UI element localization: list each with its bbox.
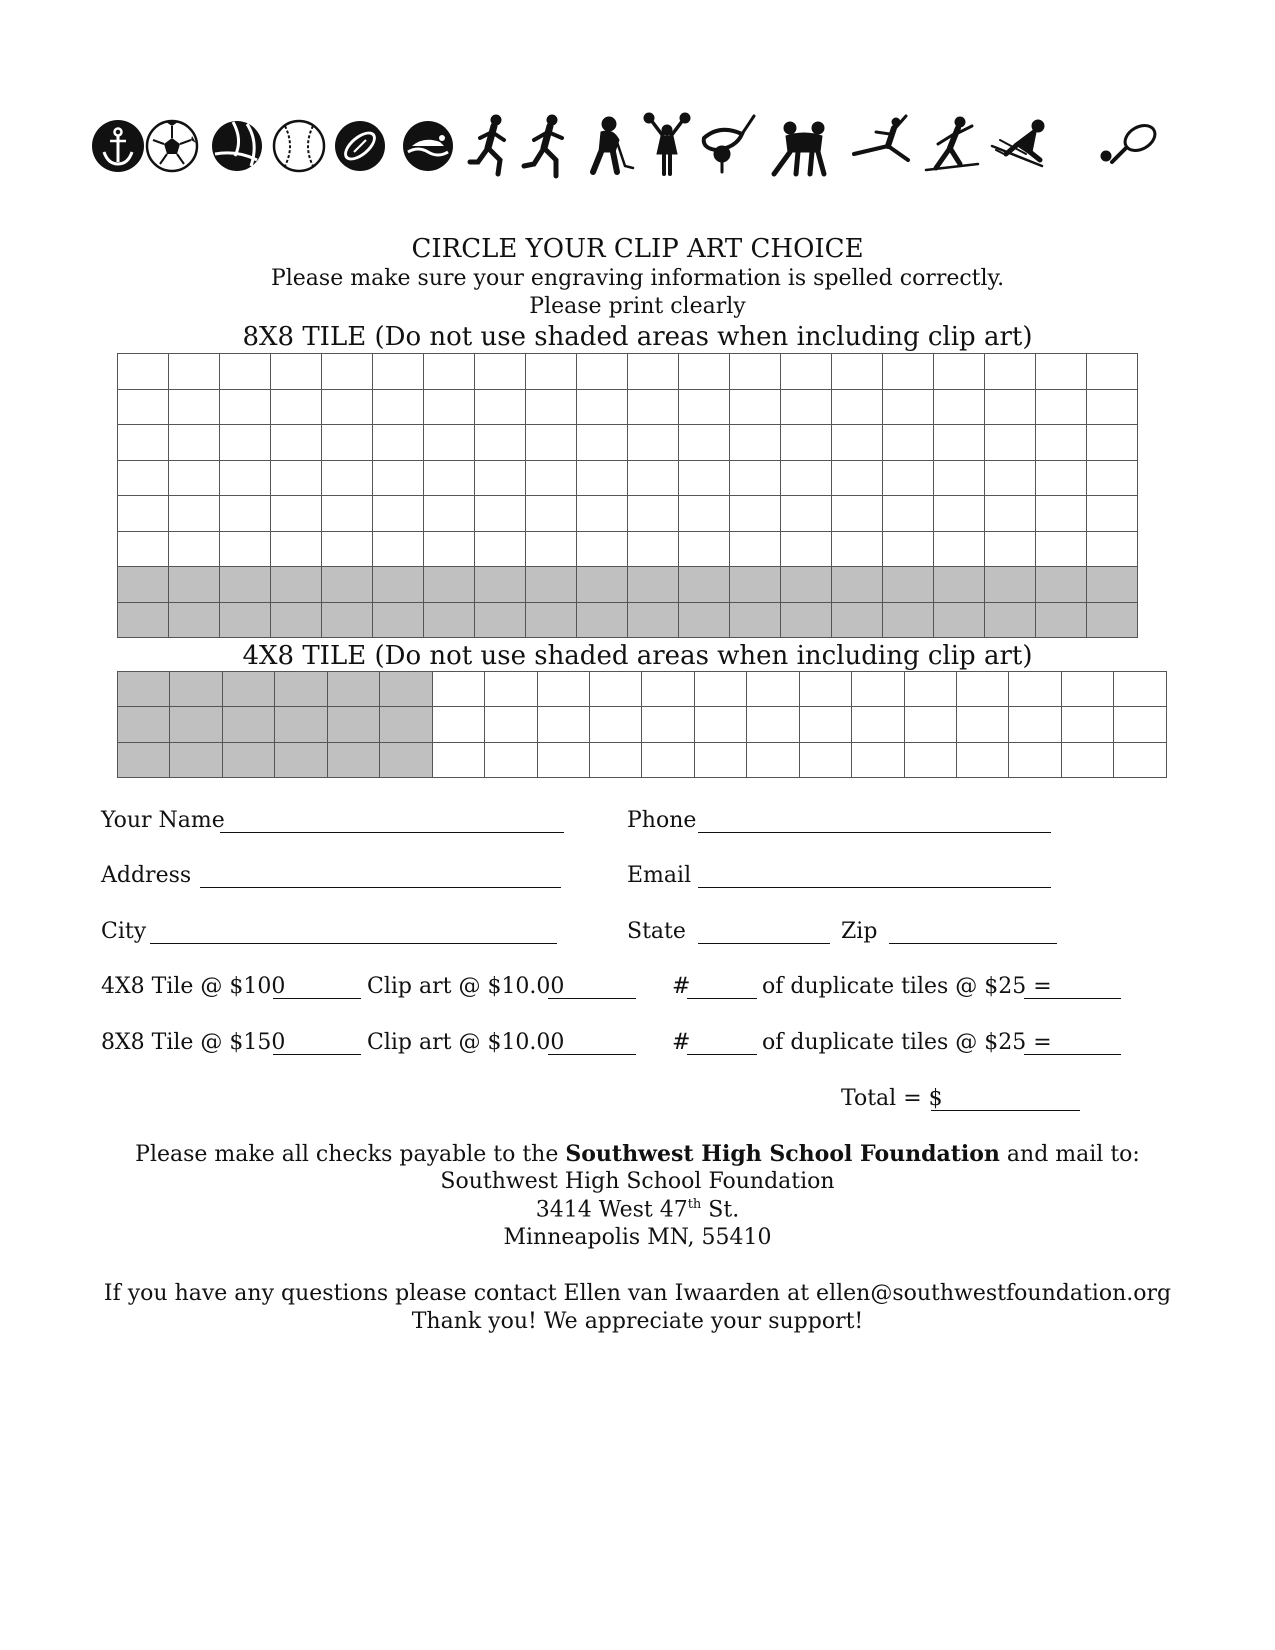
grid-cell[interactable] [275, 742, 327, 777]
grid-cell[interactable] [747, 742, 799, 777]
instruction-print: Please print clearly [529, 294, 746, 319]
grid-cell[interactable] [985, 460, 1036, 496]
grid-cell[interactable] [934, 531, 985, 567]
grid-cell[interactable] [170, 742, 222, 777]
instruction-spelling: Please make sure your engraving information is spelled correctly. [270, 266, 1005, 291]
grid-cell[interactable] [883, 496, 934, 532]
grid-cell[interactable] [432, 742, 484, 777]
grid-cell[interactable] [170, 672, 222, 707]
grid-cell[interactable] [1087, 389, 1138, 425]
grid-cell[interactable] [485, 742, 537, 777]
grid-cell[interactable] [781, 602, 832, 638]
grid-cell[interactable] [589, 672, 641, 707]
address-label: Address [101, 863, 192, 888]
grid-cell[interactable] [118, 707, 170, 742]
grid-cell[interactable] [832, 460, 883, 496]
phone-field[interactable] [698, 832, 1051, 833]
grid-cell[interactable] [1036, 602, 1087, 638]
grid-cell[interactable] [628, 602, 679, 638]
grid-cell[interactable] [275, 672, 327, 707]
grid-cell[interactable] [222, 707, 274, 742]
grid-cell[interactable] [628, 460, 679, 496]
grid-cell[interactable] [373, 496, 424, 532]
street-number: 3414 West 47 [535, 1197, 688, 1223]
grid-cell[interactable] [380, 742, 432, 777]
grid-cell[interactable] [832, 425, 883, 461]
grid-cell[interactable] [118, 602, 169, 638]
runner-female-icon[interactable] [470, 115, 504, 174]
duplicates-label-1: of duplicate tiles @ $25 = [762, 974, 1052, 999]
grid-cell[interactable] [985, 496, 1036, 532]
volleyball-icon[interactable] [212, 121, 262, 171]
street-suffix: St. [701, 1197, 740, 1223]
grid-cell[interactable] [883, 567, 934, 603]
hash-label-1: # [672, 974, 691, 999]
grid-cell[interactable] [577, 460, 628, 496]
grid-cell[interactable] [322, 354, 373, 390]
clipart-price-field-1[interactable] [548, 998, 636, 999]
grid-cell[interactable] [424, 496, 475, 532]
grid-cell[interactable] [679, 354, 730, 390]
grid-cell[interactable] [577, 389, 628, 425]
grid-cell[interactable] [1087, 425, 1138, 461]
tile4-price-label: 4X8 Tile @ $100 [101, 974, 286, 999]
grid-cell[interactable] [526, 425, 577, 461]
grid-cell[interactable] [271, 389, 322, 425]
payment-org: Southwest High School Foundation [565, 1141, 1000, 1167]
grid-cell[interactable] [985, 602, 1036, 638]
hash-label-2: # [672, 1030, 691, 1055]
grid-cell[interactable] [1087, 531, 1138, 567]
grid-cell[interactable] [118, 531, 169, 567]
grid-cell[interactable] [169, 425, 220, 461]
grid-cell[interactable] [1009, 672, 1061, 707]
grid-cell[interactable] [730, 425, 781, 461]
grid-cell[interactable] [730, 354, 781, 390]
city-label: City [101, 919, 147, 944]
grid-cell[interactable] [322, 602, 373, 638]
grid-cell[interactable] [118, 567, 169, 603]
address-field[interactable] [200, 887, 561, 888]
grid-cell[interactable] [170, 707, 222, 742]
grid-cell[interactable] [832, 496, 883, 532]
grid-cell[interactable] [781, 496, 832, 532]
total-label: Total = $ [841, 1086, 943, 1111]
grid-cell[interactable] [852, 707, 904, 742]
grid-cell[interactable] [679, 567, 730, 603]
grid-cell[interactable] [832, 602, 883, 638]
dancer-icon[interactable] [854, 116, 908, 160]
grid-cell[interactable] [730, 531, 781, 567]
grid-row [118, 672, 1167, 707]
tile4-label: 4X8 TILE (Do not use shaded areas when including clip art) [242, 641, 1033, 671]
grid-cell[interactable] [322, 460, 373, 496]
grid-cell[interactable] [220, 389, 271, 425]
baseball-icon[interactable] [274, 121, 324, 171]
grid-cell[interactable] [322, 567, 373, 603]
grid-row [118, 602, 1138, 638]
grid-cell[interactable] [526, 602, 577, 638]
grid-cell[interactable] [475, 460, 526, 496]
grid-cell[interactable] [475, 602, 526, 638]
name-label: Your Name [101, 808, 225, 833]
grid-row [118, 707, 1167, 742]
grid-cell[interactable] [169, 460, 220, 496]
grid-cell[interactable] [222, 742, 274, 777]
payment-instructions [0, 1141, 1275, 1167]
anchor-icon[interactable] [92, 120, 144, 172]
grid-cell[interactable] [222, 672, 274, 707]
grid-cell[interactable] [832, 567, 883, 603]
hockey-player-icon[interactable] [593, 117, 633, 172]
duplicates-total-field-2[interactable] [1024, 1054, 1121, 1055]
grid-cell[interactable] [220, 425, 271, 461]
clipart-price-label-2: Clip art @ $10.00 [367, 1030, 565, 1055]
mail-address-street [0, 1197, 1275, 1222]
grid-row [118, 354, 1138, 390]
duplicates-total-field-1[interactable] [1024, 998, 1121, 999]
grid-cell[interactable] [957, 672, 1009, 707]
grid-cell[interactable] [169, 496, 220, 532]
grid-cell[interactable] [577, 567, 628, 603]
grid-cell[interactable] [327, 742, 379, 777]
grid-cell[interactable] [373, 460, 424, 496]
grid-cell[interactable] [883, 460, 934, 496]
grid-cell[interactable] [799, 707, 851, 742]
grid-cell[interactable] [1061, 672, 1113, 707]
grid-cell[interactable] [957, 707, 1009, 742]
state-label: State [627, 919, 686, 944]
runner-male-icon[interactable] [524, 115, 562, 176]
grid-cell[interactable] [118, 742, 170, 777]
grid-cell[interactable] [730, 389, 781, 425]
grid-cell[interactable] [832, 354, 883, 390]
grid-row [118, 389, 1138, 425]
mail-address-org: Southwest High School Foundation [440, 1169, 835, 1194]
grid-row [118, 425, 1138, 461]
grid-cell[interactable] [934, 567, 985, 603]
grid-cell[interactable] [832, 531, 883, 567]
grid-cell[interactable] [424, 602, 475, 638]
payment-suffix: and mail to: [999, 1142, 1140, 1167]
grid-cell[interactable] [694, 707, 746, 742]
tennis-icon[interactable] [1101, 120, 1159, 162]
thank-you-line: Thank you! We appreciate your support! [411, 1309, 864, 1334]
grid-cell[interactable] [475, 354, 526, 390]
tile8-grid[interactable] [117, 353, 1138, 638]
tile8-label: 8X8 TILE (Do not use shaded areas when including clip art) [242, 322, 1033, 352]
soccer-ball-icon[interactable] [147, 121, 197, 171]
grid-cell[interactable] [781, 531, 832, 567]
grid-cell[interactable] [628, 567, 679, 603]
grid-cell[interactable] [220, 496, 271, 532]
grid-cell[interactable] [526, 389, 577, 425]
clipart-price-field-2[interactable] [548, 1054, 636, 1055]
grid-cell[interactable] [985, 531, 1036, 567]
grid-cell[interactable] [883, 531, 934, 567]
grid-cell[interactable] [642, 672, 694, 707]
grid-cell[interactable] [380, 672, 432, 707]
grid-cell[interactable] [799, 742, 851, 777]
grid-cell[interactable] [628, 389, 679, 425]
grid-cell[interactable] [832, 389, 883, 425]
grid-cell[interactable] [537, 707, 589, 742]
grid-cell[interactable] [271, 425, 322, 461]
grid-cell[interactable] [475, 389, 526, 425]
tile8-price-label: 8X8 Tile @ $150 [101, 1030, 286, 1055]
grid-cell[interactable] [934, 354, 985, 390]
grid-cell[interactable] [730, 496, 781, 532]
tile8-price-field[interactable] [273, 1054, 361, 1055]
grid-cell[interactable] [628, 496, 679, 532]
grid-cell[interactable] [526, 567, 577, 603]
swimmer-icon[interactable] [403, 121, 453, 171]
grid-cell[interactable] [589, 707, 641, 742]
grid-cell[interactable] [883, 354, 934, 390]
grid-cell[interactable] [577, 425, 628, 461]
grid-cell[interactable] [730, 602, 781, 638]
grid-cell[interactable] [373, 354, 424, 390]
grid-cell[interactable] [1036, 460, 1087, 496]
grid-cell[interactable] [1009, 707, 1061, 742]
grid-cell[interactable] [883, 425, 934, 461]
street-ordinal: th [687, 1197, 702, 1212]
grid-cell[interactable] [380, 707, 432, 742]
grid-cell[interactable] [730, 567, 781, 603]
grid-cell[interactable] [985, 389, 1036, 425]
grid-cell[interactable] [679, 531, 730, 567]
tile4-grid[interactable] [117, 671, 1167, 778]
grid-cell[interactable] [432, 672, 484, 707]
grid-cell[interactable] [373, 567, 424, 603]
grid-cell[interactable] [424, 531, 475, 567]
grid-cell[interactable] [373, 602, 424, 638]
grid-cell[interactable] [904, 707, 956, 742]
grid-cell[interactable] [934, 496, 985, 532]
grid-cell[interactable] [747, 707, 799, 742]
grid-cell[interactable] [118, 460, 169, 496]
grid-cell[interactable] [852, 672, 904, 707]
grid-cell[interactable] [271, 496, 322, 532]
state-field[interactable] [698, 943, 830, 944]
grid-cell[interactable] [118, 354, 169, 390]
grid-cell[interactable] [169, 531, 220, 567]
clipart-price-label-1: Clip art @ $10.00 [367, 974, 565, 999]
zip-field[interactable] [889, 943, 1057, 944]
grid-cell[interactable] [1087, 354, 1138, 390]
grid-cell[interactable] [1087, 460, 1138, 496]
grid-cell[interactable] [904, 672, 956, 707]
grid-cell[interactable] [730, 460, 781, 496]
grid-cell[interactable] [275, 707, 327, 742]
grid-cell[interactable] [526, 531, 577, 567]
golf-icon[interactable] [704, 116, 754, 172]
grid-row [118, 496, 1138, 532]
grid-cell[interactable] [373, 531, 424, 567]
wrestlers-icon[interactable] [774, 122, 824, 174]
grid-cell[interactable] [424, 425, 475, 461]
grid-cell[interactable] [537, 742, 589, 777]
grid-cell[interactable] [934, 389, 985, 425]
grid-cell[interactable] [694, 742, 746, 777]
grid-row [118, 742, 1167, 777]
grid-cell[interactable] [1036, 567, 1087, 603]
grid-cell[interactable] [589, 742, 641, 777]
grid-cell[interactable] [679, 389, 730, 425]
cheerleader-icon[interactable] [644, 113, 690, 174]
clipart-strip [92, 108, 1202, 180]
total-field[interactable] [931, 1110, 1080, 1111]
page-title: CIRCLE YOUR CLIP ART CHOICE [411, 234, 864, 264]
grid-cell[interactable] [1087, 567, 1138, 603]
grid-cell[interactable] [1009, 742, 1061, 777]
grid-cell[interactable] [628, 354, 679, 390]
grid-row [118, 460, 1138, 496]
grid-cell[interactable] [781, 460, 832, 496]
downhill-skier-icon[interactable] [992, 120, 1044, 166]
grid-cell[interactable] [322, 389, 373, 425]
phone-label: Phone [627, 808, 697, 833]
grid-cell[interactable] [642, 742, 694, 777]
grid-cell[interactable] [169, 354, 220, 390]
email-label: Email [627, 863, 692, 888]
grid-cell[interactable] [118, 425, 169, 461]
grid-cell[interactable] [485, 672, 537, 707]
duplicate-count-field-1[interactable] [687, 998, 757, 999]
grid-cell[interactable] [642, 707, 694, 742]
grid-cell[interactable] [475, 496, 526, 532]
grid-cell[interactable] [679, 496, 730, 532]
grid-cell[interactable] [781, 354, 832, 390]
grid-cell[interactable] [1061, 707, 1113, 742]
grid-cell[interactable] [475, 531, 526, 567]
grid-cell[interactable] [373, 389, 424, 425]
tile4-price-field[interactable] [273, 998, 361, 999]
grid-cell[interactable] [1114, 742, 1167, 777]
grid-cell[interactable] [424, 389, 475, 425]
grid-cell[interactable] [781, 425, 832, 461]
zip-label: Zip [841, 919, 878, 944]
grid-cell[interactable] [1087, 602, 1138, 638]
grid-cell[interactable] [694, 672, 746, 707]
contact-line: If you have any questions please contact Ellen van Iwaarden at ellen@southwestfoundation.org [103, 1281, 1172, 1306]
grid-cell[interactable] [799, 672, 851, 707]
grid-cell[interactable] [432, 707, 484, 742]
grid-cell[interactable] [747, 672, 799, 707]
grid-cell[interactable] [1061, 742, 1113, 777]
grid-cell[interactable] [577, 354, 628, 390]
grid-cell[interactable] [271, 602, 322, 638]
grid-cell[interactable] [118, 672, 170, 707]
grid-cell[interactable] [118, 389, 169, 425]
grid-cell[interactable] [169, 567, 220, 603]
grid-cell[interactable] [169, 602, 220, 638]
grid-cell[interactable] [679, 602, 730, 638]
grid-cell[interactable] [271, 354, 322, 390]
grid-row [118, 531, 1138, 567]
grid-cell[interactable] [322, 496, 373, 532]
grid-cell[interactable] [220, 460, 271, 496]
grid-cell[interactable] [934, 460, 985, 496]
grid-cell[interactable] [424, 567, 475, 603]
skier-icon[interactable] [926, 117, 978, 170]
grid-cell[interactable] [1114, 672, 1167, 707]
grid-cell[interactable] [220, 567, 271, 603]
grid-cell[interactable] [577, 602, 628, 638]
grid-cell[interactable] [1087, 496, 1138, 532]
email-field[interactable] [698, 887, 1051, 888]
grid-cell[interactable] [373, 425, 424, 461]
grid-cell[interactable] [322, 425, 373, 461]
name-field[interactable] [220, 832, 564, 833]
grid-cell[interactable] [271, 567, 322, 603]
city-field[interactable] [150, 943, 557, 944]
payment-prefix: Please make all checks payable to the [135, 1142, 566, 1167]
grid-cell[interactable] [781, 389, 832, 425]
grid-cell[interactable] [322, 531, 373, 567]
grid-cell[interactable] [1036, 531, 1087, 567]
football-icon[interactable] [335, 121, 385, 171]
grid-cell[interactable] [118, 496, 169, 532]
grid-cell[interactable] [883, 602, 934, 638]
grid-cell[interactable] [220, 531, 271, 567]
grid-cell[interactable] [220, 602, 271, 638]
grid-cell[interactable] [1036, 354, 1087, 390]
duplicate-count-field-2[interactable] [687, 1054, 757, 1055]
grid-cell[interactable] [485, 707, 537, 742]
grid-cell[interactable] [679, 425, 730, 461]
grid-cell[interactable] [526, 354, 577, 390]
grid-cell[interactable] [424, 460, 475, 496]
grid-cell[interactable] [271, 460, 322, 496]
grid-cell[interactable] [526, 460, 577, 496]
grid-cell[interactable] [628, 531, 679, 567]
grid-cell[interactable] [957, 742, 1009, 777]
grid-cell[interactable] [934, 425, 985, 461]
grid-cell[interactable] [475, 567, 526, 603]
grid-cell[interactable] [220, 354, 271, 390]
grid-cell[interactable] [1114, 707, 1167, 742]
grid-cell[interactable] [577, 531, 628, 567]
grid-cell[interactable] [934, 602, 985, 638]
grid-cell[interactable] [327, 707, 379, 742]
grid-cell[interactable] [1036, 425, 1087, 461]
grid-cell[interactable] [1036, 496, 1087, 532]
grid-row [118, 567, 1138, 603]
duplicates-label-2: of duplicate tiles @ $25 = [762, 1030, 1052, 1055]
mail-address-city: Minneapolis MN, 55410 [503, 1225, 772, 1250]
grid-cell[interactable] [904, 742, 956, 777]
grid-cell[interactable] [985, 567, 1036, 603]
grid-cell[interactable] [679, 460, 730, 496]
grid-cell[interactable] [537, 672, 589, 707]
grid-cell[interactable] [424, 354, 475, 390]
grid-cell[interactable] [526, 496, 577, 532]
grid-cell[interactable] [577, 496, 628, 532]
grid-cell[interactable] [271, 531, 322, 567]
grid-cell[interactable] [1036, 389, 1087, 425]
grid-cell[interactable] [327, 672, 379, 707]
grid-cell[interactable] [781, 567, 832, 603]
grid-cell[interactable] [169, 389, 220, 425]
grid-cell[interactable] [985, 354, 1036, 390]
grid-cell[interactable] [852, 742, 904, 777]
grid-cell[interactable] [985, 425, 1036, 461]
grid-cell[interactable] [883, 389, 934, 425]
grid-cell[interactable] [475, 425, 526, 461]
grid-cell[interactable] [628, 425, 679, 461]
